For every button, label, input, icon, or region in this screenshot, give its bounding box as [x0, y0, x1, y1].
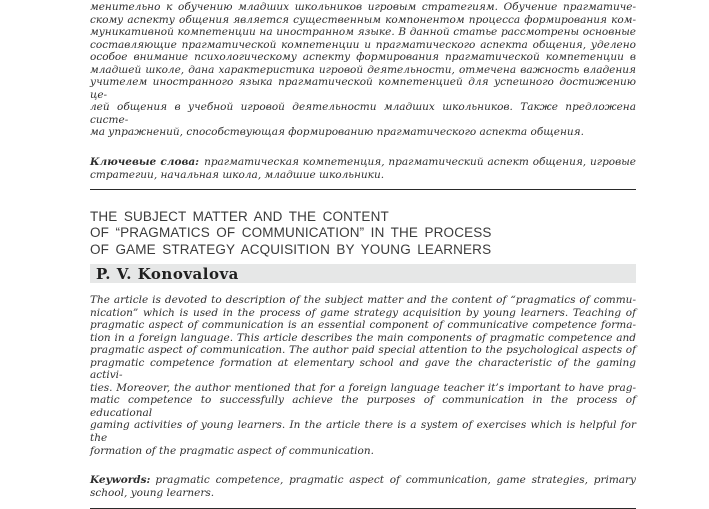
page-content-column — [90, 0, 636, 509]
text-line: менительно к обучению младших школьников игровым стратегиям. Обучение прагматиче- — [90, 1, 636, 13]
english-keywords-text: pragmatic competence, pragmatic aspect of communication, game strategies, primary — [155, 474, 636, 487]
text-line: муникативной компетенции на иностранном языке. В данной статье рассмотрены основные — [90, 26, 636, 39]
english-keywords-line-2: school, young learners. — [90, 486, 215, 499]
english-article-title — [90, 209, 636, 258]
text-line: The article is devoted to description of the subject matter and the content of “pragmatics of commu- — [90, 294, 636, 306]
russian-keywords-block — [90, 156, 636, 181]
author-name: P. V. Konovalova — [96, 264, 239, 283]
text-line: учителем иностранного языка прагматической компетенцией для успешного достижению це- — [90, 76, 636, 101]
english-keywords-label: Keywords: — [90, 474, 151, 487]
text-line: gaming activities of young learners. In the article there is a system of exercises which is helpful for the — [90, 419, 636, 445]
english-keywords-block — [90, 474, 636, 499]
text-line: pragmatic aspect of communication. The author paid special attention to the psychological aspects of — [90, 344, 636, 357]
text-line: ties. Moreover, the author mentioned that for a foreign language teacher it’s important to have prag- — [90, 381, 636, 394]
text-line: nication” which is used in the process of game strategy acquisition by young learners. Teaching of — [90, 306, 636, 319]
russian-keywords-line-2: стратегии, начальная школа, младшие школьники. — [90, 168, 385, 181]
section-divider-rule — [90, 189, 636, 190]
text-line: tion in a foreign language. This article describes the main components of pragmatic competence and — [90, 331, 636, 344]
text-line: составляющие прагматической компетенции и прагматического аспекта общения, уделено — [90, 38, 636, 51]
text-line: OF “PRAGMATICS OF COMMUNICATION” IN THE PROCESS — [90, 225, 492, 241]
russian-keywords-label: Ключевые слова: — [90, 156, 200, 169]
text-line: pragmatic competence formation at elementary school and gave the characteristic of the gaming activi- — [90, 356, 636, 382]
text-line: скому аспекту общения является существенным компонентом процесса формирования ком- — [90, 13, 636, 26]
text-line: pragmatic aspect of communication is an essential component of communicative competence forma- — [90, 319, 636, 332]
text-line: младшей школе, дана характеристика игровой деятельности, отмечена важность владения — [90, 63, 636, 76]
russian-keywords-line-1 — [90, 156, 636, 169]
text-line: лей общения в учебной игровой деятельности младших школьников. Также предложена систе- — [90, 101, 636, 126]
english-abstract-paragraph — [90, 294, 636, 457]
russian-keywords-text: прагматическая компетенция, прагматический аспект общения, игровые — [204, 156, 636, 169]
text-line: matic competence to successfully achieve the purposes of communication in the process of educational — [90, 394, 636, 419]
text-line: особое внимание психологическому аспекту формирования прагматической компетенции в — [90, 51, 636, 64]
text-line: formation of the pragmatic aspect of communication. — [90, 444, 374, 457]
russian-abstract-paragraph — [90, 0, 636, 139]
author-bar — [90, 264, 636, 283]
text-line: THE SUBJECT MATTER AND THE CONTENT — [90, 209, 389, 225]
text-line: OF GAME STRATEGY ACQUISITION BY YOUNG LEARNERS — [90, 241, 492, 257]
english-keywords-line-1 — [90, 474, 636, 487]
text-line: ма упражнений, способствующая формированию прагматического аспекта общения. — [90, 126, 584, 139]
